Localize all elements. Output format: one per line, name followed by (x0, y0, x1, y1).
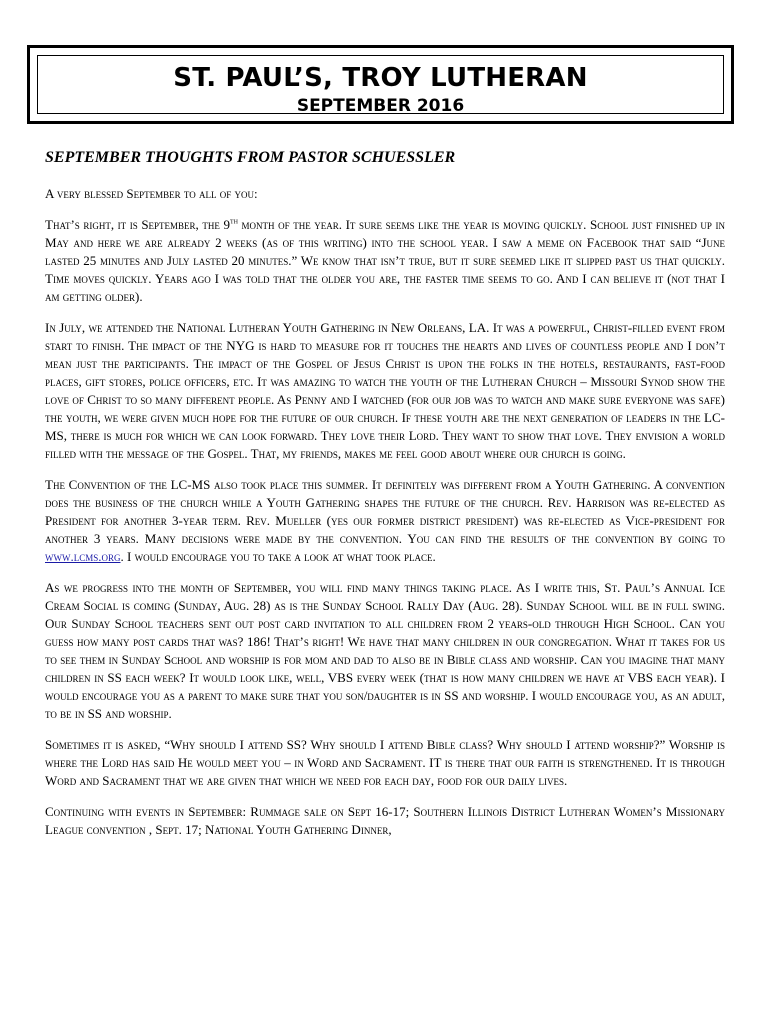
newsletter-date: SEPTEMBER 2016 (296, 96, 465, 116)
paragraph-september (45, 216, 725, 306)
paragraph-text: month of the year. It sure seems like the year is moving quickly. School just finished up in May and here we are already 2 weeks (as of this writing) into the school year. I saw a meme on Facebook that said “June lasted 25 minutes and July lasted 20 minutes.” We know that isn’t true, but it sure seemed like it slipped past us that quickly. Time moves quickly. Years ago I was told that the older you are, the faster time seems to go. And I can believe it (not that I am getting older). (45, 217, 726, 304)
paragraph-worship: Sometimes it is asked, “Why should I attend SS? Why should I attend Bible class? Why should I attend worship?” Worship is where the Lord has said He would meet you – in Word and Sacrament. IT is there that our faith is strengthened. It is through Word and Sacrament that we are given that which we need for each day, food for our daily lives. (45, 737, 725, 788)
lcms-link[interactable]: www.lcms.org (45, 549, 121, 564)
paragraph-youth-gathering: In July, we attended the National Lutheran Youth Gathering in New Orleans, LA. It was a powerful, Christ-filled event from start to finish. The impact of the NYG is hard to measure for it touches the hearts and lives of countless people and I don’t mean just the participants. The impact of the Gospel of Jesus Christ is upon the folks in the hotels, restaurants, fast-food places, gift stores, police officers, etc. It was amazing to watch the youth of the Lutheran Church – Missouri Synod show the love of Christ to so many different people. As Penny and I watched (for our job was to watch and make sure everyone was safe) the youth, we were given much hope for the future of our church. If these youth are the next generation of leaders in the LC-MS, there is much for which we can look forward. They love their Lord. They want to show that love. They envision a world filled with the message of the Gospel. That, my friends, makes me feel good about where our church is going. (45, 320, 725, 461)
article (45, 147, 725, 852)
paragraph-events: Continuing with events in September: Rummage sale on Sept 16-17; Southern Illinois District Lutheran Women’s Missionary League convention , Sept. 17; National Youth Gathering Dinner, (45, 804, 725, 837)
newsletter-title: ST. PAUL’S, TROY LUTHERAN (173, 63, 588, 93)
paragraph-text: The Convention of the LC-MS also took place this summer. It definitely was different from a Youth Gathering. A convention does the business of the church while a Youth Gathering shapes the future of the church. Rev. Harrison was re-elected as President for another 3-year term. Rev. Mueller (yes our former district president) was re-elected as Vice-president for another 3 years. Many decisions were made by the convention. You can find the results of the convention by going to (45, 477, 725, 546)
paragraph-sunday-school: As we progress into the month of September, you will find many things taking place. As I write this, St. Paul’s Annual Ice Cream Social is coming (Sunday, Aug. 28) as is the Sunday School Rally Day (Aug. 28). Sunday School will be in full swing. Our Sunday School teachers sent out post card invitation to all children from 2 years-old through High School. Can you guess how many post cards that was? 186! That’s right! We have that many children in our congregation. What it takes for us to see them in Sunday School and worship is for mom and dad to also be in Bible class and worship. Can you imagine that many children in SS each week? It would look like, well, VBS every week (that is how many children we have at VBS each year). I would encourage you as a parent to make sure that you son/daughter is in SS and worship. I would encourage you, as an adult, to be in SS and worship. (45, 580, 725, 721)
paragraph-convention (45, 476, 725, 566)
paragraph-text: That’s right, it is September, the 9 (45, 217, 230, 232)
paragraph-text: . I would encourage you to take a look at what took place. (120, 549, 436, 564)
ordinal-suffix: th (229, 216, 238, 226)
masthead-inner-border (37, 55, 724, 114)
greeting-paragraph: A very blessed September to all of you: (45, 186, 258, 201)
article-heading: SEPTEMBER THOUGHTS FROM PASTOR SCHUESSLER (45, 149, 456, 166)
masthead (27, 45, 734, 124)
